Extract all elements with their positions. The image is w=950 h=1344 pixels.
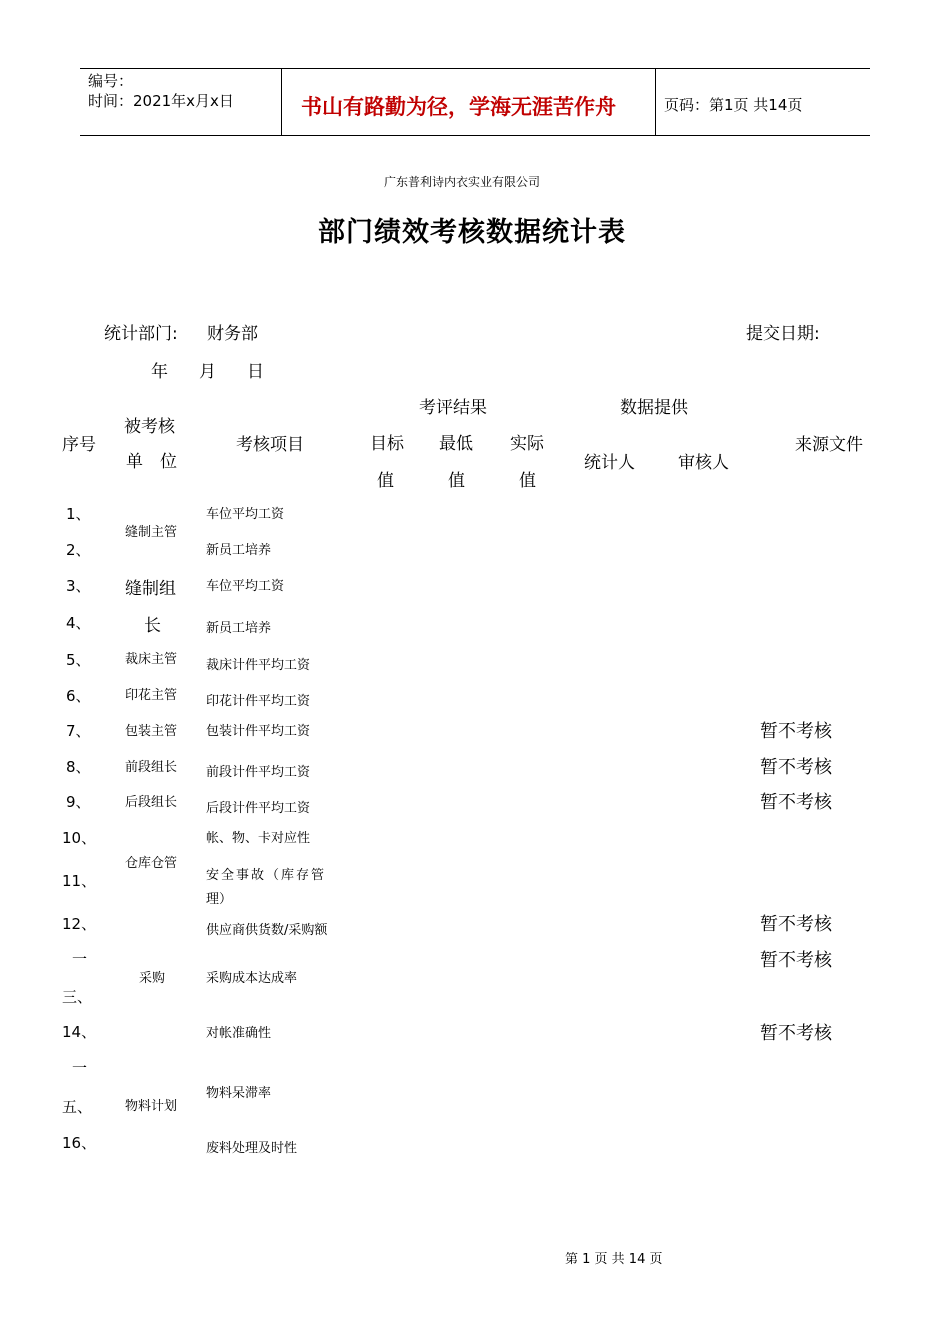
row-seq: 9、 (66, 793, 91, 811)
row-seq: 8、 (66, 758, 91, 776)
row-unit: 印花主管 (125, 688, 178, 703)
th-target-1: 目标 (370, 434, 404, 454)
row-seq: 11、 (62, 872, 97, 890)
header-number-label: 编号： (88, 72, 134, 90)
row-item: 后段计件平均工资 (206, 801, 311, 816)
row-seq: 一 (72, 1059, 88, 1077)
row-item: 包装计件平均工资 (206, 724, 311, 739)
row-unit: 长 (144, 616, 161, 636)
row-seq: 7、 (66, 722, 91, 740)
row-source-note: 暂不考核 (760, 914, 832, 935)
row-unit: 包装主管 (125, 724, 178, 739)
date-label: 提交日期: (746, 324, 820, 344)
th-result: 考评结果 (419, 398, 487, 418)
row-source-note: 暂不考核 (760, 757, 832, 778)
row-item: 对帐准确性 (206, 1026, 272, 1041)
th-statistician: 统计人 (584, 453, 635, 473)
row-seq: 12、 (62, 915, 97, 933)
th-unit-line1: 被考核 (124, 417, 175, 437)
date-year: 年 (151, 362, 168, 382)
row-seq: 三、 (62, 988, 93, 1006)
row-unit: 缝制主管 (125, 525, 178, 540)
date-month: 月 (199, 362, 216, 382)
row-unit: 后段组长 (125, 795, 178, 810)
th-source: 来源文件 (795, 435, 863, 455)
header-top-rule (80, 68, 870, 69)
header-bottom-rule (80, 135, 870, 136)
th-actual-2: 值 (519, 471, 536, 491)
row-unit: 前段组长 (125, 760, 178, 775)
header-divider-left (281, 68, 282, 135)
dept-label: 统计部门: (104, 324, 178, 344)
th-item: 考核项目 (236, 435, 304, 455)
th-min-2: 值 (448, 471, 465, 491)
row-unit: 缝制组 (125, 579, 176, 599)
th-provider: 数据提供 (620, 398, 688, 418)
page-title: 部门绩效考核数据统计表 (318, 217, 626, 248)
row-item: 物料呆滞率 (206, 1086, 272, 1101)
row-seq: 6、 (66, 687, 91, 705)
th-unit-line2: 单 位 (126, 452, 177, 472)
row-item: 新员工培养 (206, 621, 272, 636)
th-target-2: 值 (377, 471, 394, 491)
dept-value: 财务部 (207, 324, 258, 344)
row-seq: 5、 (66, 651, 91, 669)
row-item: 裁床计件平均工资 (206, 658, 311, 673)
page-footer: 第 1 页 共 14 页 (565, 1252, 663, 1267)
row-seq: 4、 (66, 614, 91, 632)
header-time-label: 时间：2021年x月x日 (88, 92, 234, 110)
row-item: 印花计件平均工资 (206, 694, 311, 709)
row-source-note: 暂不考核 (760, 1023, 832, 1044)
row-source-note: 暂不考核 (760, 950, 832, 971)
header-page-label: 页码：第1页 共14页 (664, 96, 803, 114)
th-seq: 序号 (62, 435, 96, 455)
row-seq: 1、 (66, 505, 91, 523)
row-item: 前段计件平均工资 (206, 765, 311, 780)
th-min-1: 最低 (439, 434, 473, 454)
header-divider-right (655, 68, 656, 135)
row-item: 供应商供货数/采购额 (206, 923, 328, 938)
row-seq: 10、 (62, 829, 97, 847)
row-item: 车位平均工资 (206, 579, 285, 594)
row-seq: 五、 (62, 1098, 93, 1116)
row-source-note: 暂不考核 (760, 721, 832, 742)
row-item: 采购成本达成率 (206, 971, 298, 986)
row-seq: 14、 (62, 1023, 97, 1041)
row-item: 新员工培养 (206, 543, 272, 558)
row-seq: 2、 (66, 541, 91, 559)
row-seq: 一 (72, 950, 88, 968)
company-name: 广东普利诗内衣实业有限公司 (384, 175, 541, 189)
th-reviewer: 审核人 (678, 453, 729, 473)
row-source-note: 暂不考核 (760, 792, 832, 813)
row-item: 废料处理及时性 (206, 1141, 298, 1156)
row-unit: 采购 (139, 971, 166, 986)
header-motto: 书山有路勤为径，学海无涯苦作舟 (301, 95, 616, 119)
row-item: 车位平均工资 (206, 507, 285, 522)
th-actual-1: 实际 (510, 434, 544, 454)
row-item: 安全事故（库存管 (206, 868, 327, 883)
row-unit: 物料计划 (125, 1099, 178, 1114)
row-item: 帐、物、卡对应性 (206, 831, 311, 846)
row-item: 理） (206, 892, 233, 907)
row-unit: 仓库仓管 (125, 856, 178, 871)
row-unit: 裁床主管 (125, 652, 178, 667)
row-seq: 3、 (66, 577, 91, 595)
row-seq: 16、 (62, 1134, 97, 1152)
date-day: 日 (247, 362, 264, 382)
